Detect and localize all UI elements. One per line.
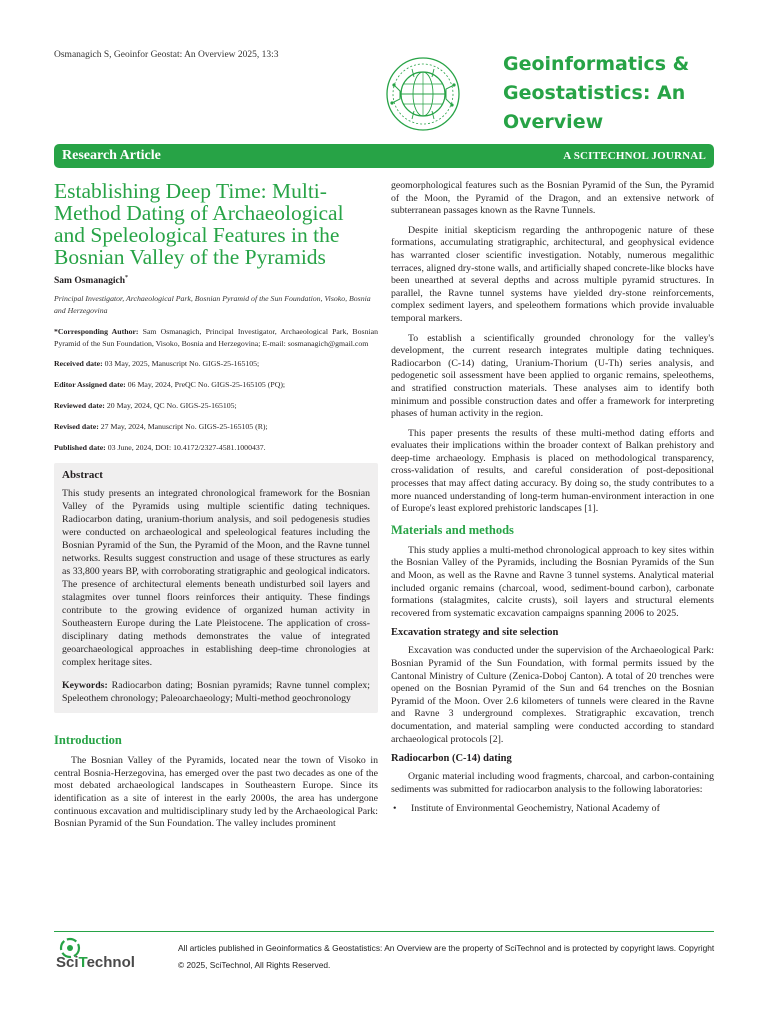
methods-paragraph: This study applies a multi-method chronological approach to key sites within the Bosnian Valley of the Pyramids, including the Bosnian Pyramids of the Sun and Moon, as well as the Ravne and Ravne 3 tunnel systems. Analytical material included organic remains (charcoal, wood, sediment-bound carbon), carbonate formations (stalagmites, calcite crusts), soil layers and structural elements recovered from systematic excavation campaigns spanning 2006 to 2025.: [391, 544, 714, 619]
date-line: [54, 400, 378, 412]
radiocarbon-subheading: Radiocarbon (C-14) dating: [391, 753, 512, 765]
author-affiliation: Principal Investigator, Archaeological Park, Bosnian Pyramid of the Sun Foundation, Visoko, Bosnia and Herzegovina: [54, 294, 371, 316]
date-line: [54, 421, 378, 433]
left-column: [54, 180, 378, 838]
article-dates: [54, 358, 378, 454]
methods-heading: Materials and methods: [391, 522, 514, 537]
author-name-text: Sam Osmanagich: [54, 276, 125, 287]
journal-title-line: Geostatistics: An: [503, 82, 686, 104]
abstract-heading: Abstract: [62, 469, 103, 482]
excavation-paragraph: Excavation was conducted under the supervision of the Archaeological Park: Bosnian Pyramid of the Sun Foundation, with formal permits issued by the Cantonal Ministry of Culture (Zenica-Doboj Canton). A total of 20 trenches were opened on the Bosnian Pyramid of the Sun and 64 trenches on the Bosnian Pyramid of the Moon. Over 2.6 kilometers of tunnels were cleared in the Ravne and Ravne 3 underground complexes. Stratigraphic excavation, trench documentation, and material sampling were conducted according to standard archaeological protocols [2].: [391, 645, 714, 745]
date-line: [54, 379, 378, 391]
date-value: 27 May, 2024, Manuscript No. GIGS-25-165105 (R);: [98, 422, 268, 432]
journal-logo: [384, 55, 462, 133]
journal-title-line: Overview: [503, 111, 604, 133]
introduction-paragraph: The Bosnian Valley of the Pyramids, located near the town of Visoko in central Bosnia-Herzegovina, has emerged over the past two decades as one of the most debated archaeological landscapes in Southeastern Europe. Since its identification as a site of interest in the early 2000s, the area has undergone continuous excavation and multidisciplinary study led by the Archaeological Park: Bosnian Pyramid of the Sun Foundation. The valley includes prominent: [54, 755, 378, 830]
introduction-paragraph: To establish a scientifically grounded chronology for the valley's development, the current research integrates multiple dating techniques. Radiocarbon (C-14) dating, Uranium-Thorium (U-Th) series analysis, and pedogenetic soil assessment have been applied to organic remains, speleothems, and stratified construction materials. These analyses aim to identify both minimum and possible construction dates and offer a framework for interpreting phases of human activity in the region.: [391, 332, 714, 420]
corresponding-author-label: *Corresponding Author:: [54, 327, 139, 337]
keywords-text: Radiocarbon dating; Bosnian pyramids; Ravne tunnel complex; Speleothem chronology; Paleoarchaeology; Multi-method geochronology: [62, 680, 370, 705]
scitechnol-logo-icon: [54, 936, 154, 972]
introduction-heading: Introduction: [54, 733, 122, 748]
date-label: Editor Assigned date:: [54, 380, 126, 390]
date-label: Revised date:: [54, 422, 99, 432]
footer-divider: [54, 931, 714, 932]
introduction-paragraph: This paper presents the results of these multi-method dating efforts and evaluates their implications within the broader context of Balkan prehistory and deep-time archaeology. Emphasis is placed on methodological transparency, cross-validation of results, and careful consideration of post-depositional processes that may affect dating accuracy. By doing so, the study contributes to a more nuanced understanding of long-term human-environment interaction in one of Europe's least explored prehistoric landscapes [1].: [391, 427, 714, 515]
list-item: • Institute of Environmental Geochemistry, National Academy of: [391, 803, 714, 816]
date-line: [54, 358, 378, 370]
globe-circuit-icon: [384, 55, 462, 133]
introduction-paragraph: Despite initial skepticism regarding the anthropogenic nature of these formations, accumulating stratigraphic, architectural, and geophysical evidence has warranted closer scientific investigation. Notably, numerous megalithic terraces, aligned dry-stone walls, and artificially shaped concrete-like blocks have been unearthed at several depths and across multiple pyramid structures. In parallel, the Ravne tunnel systems have yielded dry-stone reinforcements, complex sediment layers, and speleothem formations which provide invaluable temporal markers.: [391, 224, 714, 324]
keywords: [62, 679, 370, 705]
publisher-label: A SCITECHNOL JOURNAL: [563, 150, 706, 162]
corresponding-author: [54, 326, 378, 350]
author-mark: *: [125, 275, 128, 281]
citation-line: Osmanagich S, Geoinfor Geostat: An Overview 2025, 13:3: [54, 50, 279, 60]
date-label: Published date:: [54, 443, 106, 453]
date-label: Reviewed date:: [54, 401, 105, 411]
keywords-label: Keywords:: [62, 680, 108, 692]
scitechnol-logo: [54, 936, 154, 972]
author-name: [54, 275, 378, 286]
article-title: Establishing Deep Time: Multi-Method Dating of Archaeological and Speleological Features in the Bosnian Valley of the Pyramids: [54, 179, 344, 269]
date-line: [54, 442, 378, 454]
journal-title: [503, 50, 743, 137]
footer-copyright: All articles published in Geoinformatics & Geostatistics: An Overview are the property of SciTechnol and is protected by copyright laws. Copyright © 2025, SciTechnol, All Rights Reserved.: [178, 943, 715, 970]
abstract-box: [54, 463, 378, 713]
date-value: 20 May, 2024, QC No. GIGS-25-165105;: [104, 401, 237, 411]
introduction-paragraph-continued: geomorphological features such as the Bosnian Pyramid of the Sun, the Pyramid of the Moon, the Pyramid of the Dragon, and an extensive network of subterranean passages known as the Ravne Tunnels.: [391, 180, 714, 217]
article-type-banner: [54, 144, 714, 168]
journal-title-line: Geoinformatics &: [503, 53, 690, 75]
corresponding-author-text: Sam Osmanagich, Principal Investigator, Archaeological Park, Bosnian Pyramid of the Sun Foundation, Visoko, Bosnia and Herzegovina; E-mail: sosmanagich@gmail.com: [54, 327, 378, 349]
date-value: 03 June, 2024, DOI: 10.4172/2327-4581.1000437.: [105, 443, 266, 453]
date-label: Received date:: [54, 359, 103, 369]
article-type-label: Research Article: [62, 148, 161, 163]
date-value: 06 May, 2024, PreQC No. GIGS-25-165105 (PQ);: [125, 380, 286, 390]
right-column: [391, 180, 714, 816]
radiocarbon-paragraph: Organic material including wood fragments, charcoal, and carbon-containing sediments was submitted for radiocarbon analysis to the following laboratories:: [391, 771, 714, 795]
excavation-subheading: Excavation strategy and site selection: [391, 627, 559, 639]
abstract-text: This study presents an integrated chronological framework for the Bosnian Valley of the Pyramids using multiple scientific dating techniques. Radiocarbon dating, uranium-thorium analysis, and soil pedogenesis studies were conducted on archaeological and speleological features including the Bosnian Pyramid of the Sun, the Pyramid of the Moon, and the Ravne tunnel networks. Results suggest construction and usage of these structures as early as 33,800 years BP, with corroborating stratigraphic and geological indicators. The presence of architectural elements beneath undisturbed soil layers and stalagmites over tunnel floors reinforces their antiquity. These findings contribute to the growing evidence of organized human activity in Southeastern Europe during the Late Pleistocene. The application of cross-disciplinary dating methods demonstrates the value of integrated geoarchaeological approaches in establishing deep-time chronologies at complex heritage sites.: [62, 488, 370, 669]
logo-wordmark: SciTechnol: [56, 954, 135, 971]
date-value: 03 May, 2025, Manuscript No. GIGS-25-165105;: [102, 359, 260, 369]
